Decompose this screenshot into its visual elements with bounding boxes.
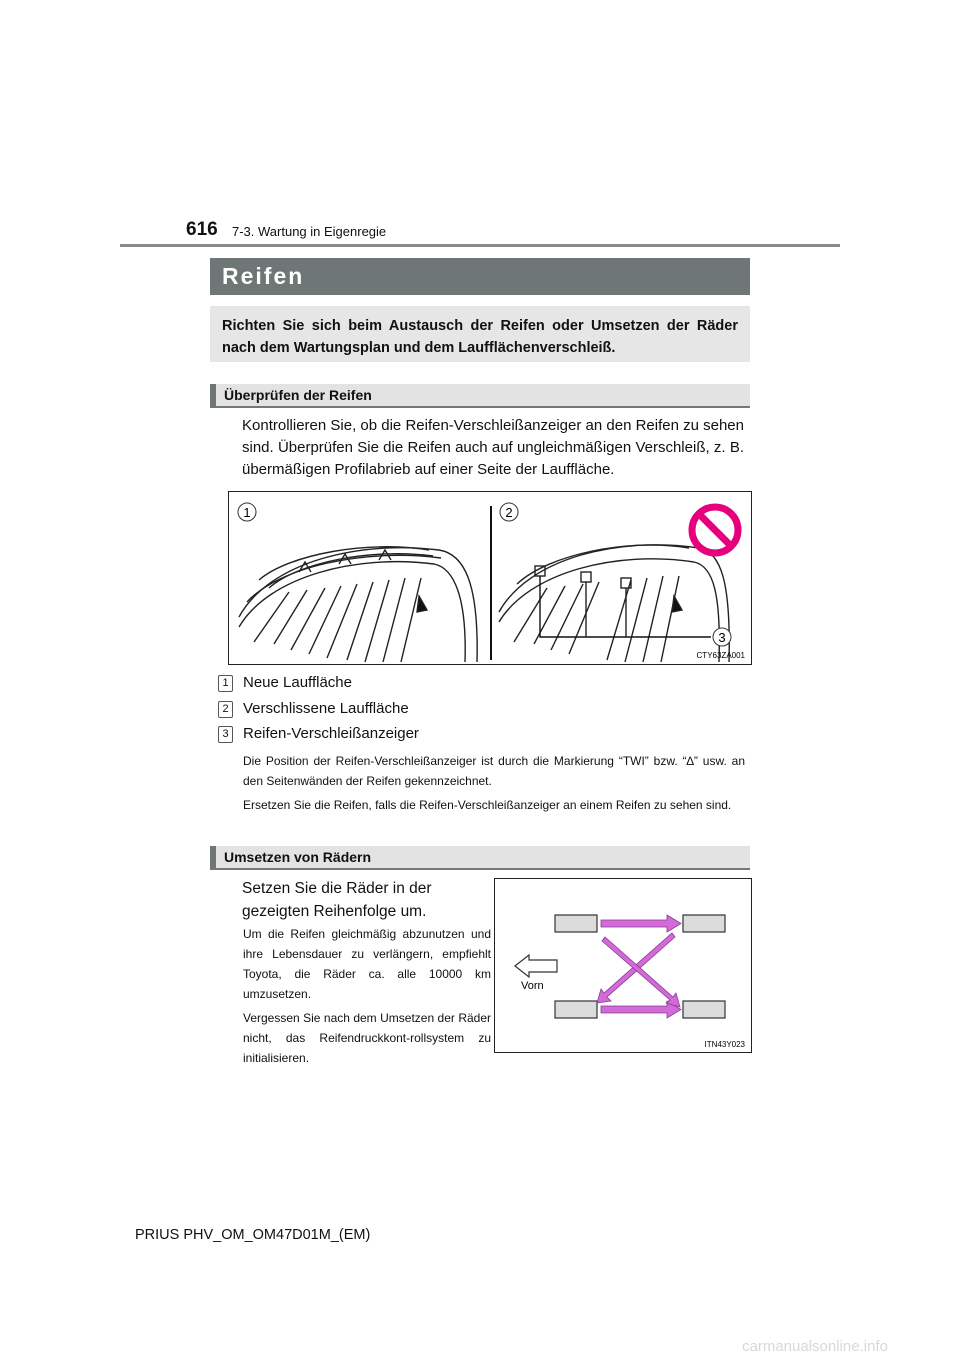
check-tires-paragraph: Kontrollieren Sie, ob die Reifen-Verschleißanzeiger an den Reifen zu sehen sind. Überprüfen Sie die Reifen auch auf ungleichmäßigen Verschleiß, z. B. übermäßigen Profilabrieb auf einer Seite der Lauffläche. xyxy=(242,417,744,478)
front-left-wheel xyxy=(555,915,597,932)
rear-left-wheel xyxy=(555,1001,597,1018)
intro-box xyxy=(210,306,750,362)
callout-2: 2 xyxy=(505,505,513,520)
legend-label: Reifen-Verschleißanzeiger xyxy=(243,725,419,742)
header-rule xyxy=(120,244,840,247)
legend-label: Neue Lauffläche xyxy=(243,674,352,691)
page-number: 616 xyxy=(186,219,218,240)
worn-tread-tire xyxy=(499,545,729,662)
title-bar xyxy=(210,258,750,295)
callout-1-marker xyxy=(238,503,256,521)
front-label: Vorn xyxy=(521,980,544,992)
heading-bar xyxy=(210,846,216,870)
tire-wear-figure xyxy=(228,491,752,665)
legend-label: Verschlissene Lauffläche xyxy=(243,700,409,717)
legend-number: 1 xyxy=(218,675,233,692)
replace-note: Ersetzen Sie die Reifen, falls die Reifen-Verschleißanzeiger an einem Reifen zu sehen sind. xyxy=(243,798,732,812)
legend-number: 3 xyxy=(218,726,233,743)
twi-note: Die Position der Reifen-Verschleißanzeiger ist durch die Markierung “TWI” bzw. “∆” usw. an den Seitenwänden der Reifen gekennzeichnet. xyxy=(243,754,745,788)
new-tread-tire xyxy=(239,547,477,662)
section-heading-text: Überprüfen der Reifen xyxy=(224,387,372,403)
rotation-arrow xyxy=(602,937,680,1007)
figure-code: CTY63ZA001 xyxy=(696,651,745,660)
rear-right-wheel xyxy=(683,1001,725,1018)
callout-1: 1 xyxy=(243,505,251,520)
tire-rotation-figure xyxy=(494,878,752,1053)
tire-wear-illustration xyxy=(229,492,751,664)
callout-3: 3 xyxy=(718,630,726,645)
rotation-paragraph: Setzen Sie die Räder in der gezeigten Reihenfolge um. xyxy=(242,880,432,920)
intro-text: Richten Sie sich beim Austausch der Reifen oder Umsetzen der Räder nach dem Wartungsplan und dem Laufflächenverschleiß. xyxy=(222,318,738,356)
section-heading-text: Umsetzen von Rädern xyxy=(224,849,372,865)
prohibition-icon xyxy=(692,507,738,553)
watermark: carmanualsonline.info xyxy=(742,1338,888,1355)
section-heading-rotation xyxy=(210,846,750,870)
rotation-note: Um die Reifen gleichmäßig abzunutzen und ihre Lebensdauer zu verlängern, empfiehlt Toyota, die Räder ca. alle 10000 km umzusetzen. xyxy=(243,927,491,1001)
tire-rotation-diagram xyxy=(495,879,751,1052)
chapter-title: 7-3. Wartung in Eigenregie xyxy=(232,224,387,239)
footer-doc-id: PRIUS PHV_OM_OM47D01M_(EM) xyxy=(135,1227,371,1243)
figure-code: ITN43Y023 xyxy=(704,1040,745,1049)
legend-number: 2 xyxy=(218,701,233,718)
section-heading-check-tires xyxy=(210,384,750,408)
heading-bar xyxy=(210,384,216,408)
front-direction-arrow xyxy=(515,955,557,977)
tpms-note: Vergessen Sie nach dem Umsetzen der Räder nicht, das Reifendruckkont-rollsystem zu initialisieren. xyxy=(243,1011,491,1065)
rotation-arrow xyxy=(601,915,681,932)
callout-2-marker xyxy=(500,503,518,521)
page-title: Reifen xyxy=(222,263,305,289)
callout-3-marker xyxy=(713,628,731,646)
front-right-wheel xyxy=(683,915,725,932)
